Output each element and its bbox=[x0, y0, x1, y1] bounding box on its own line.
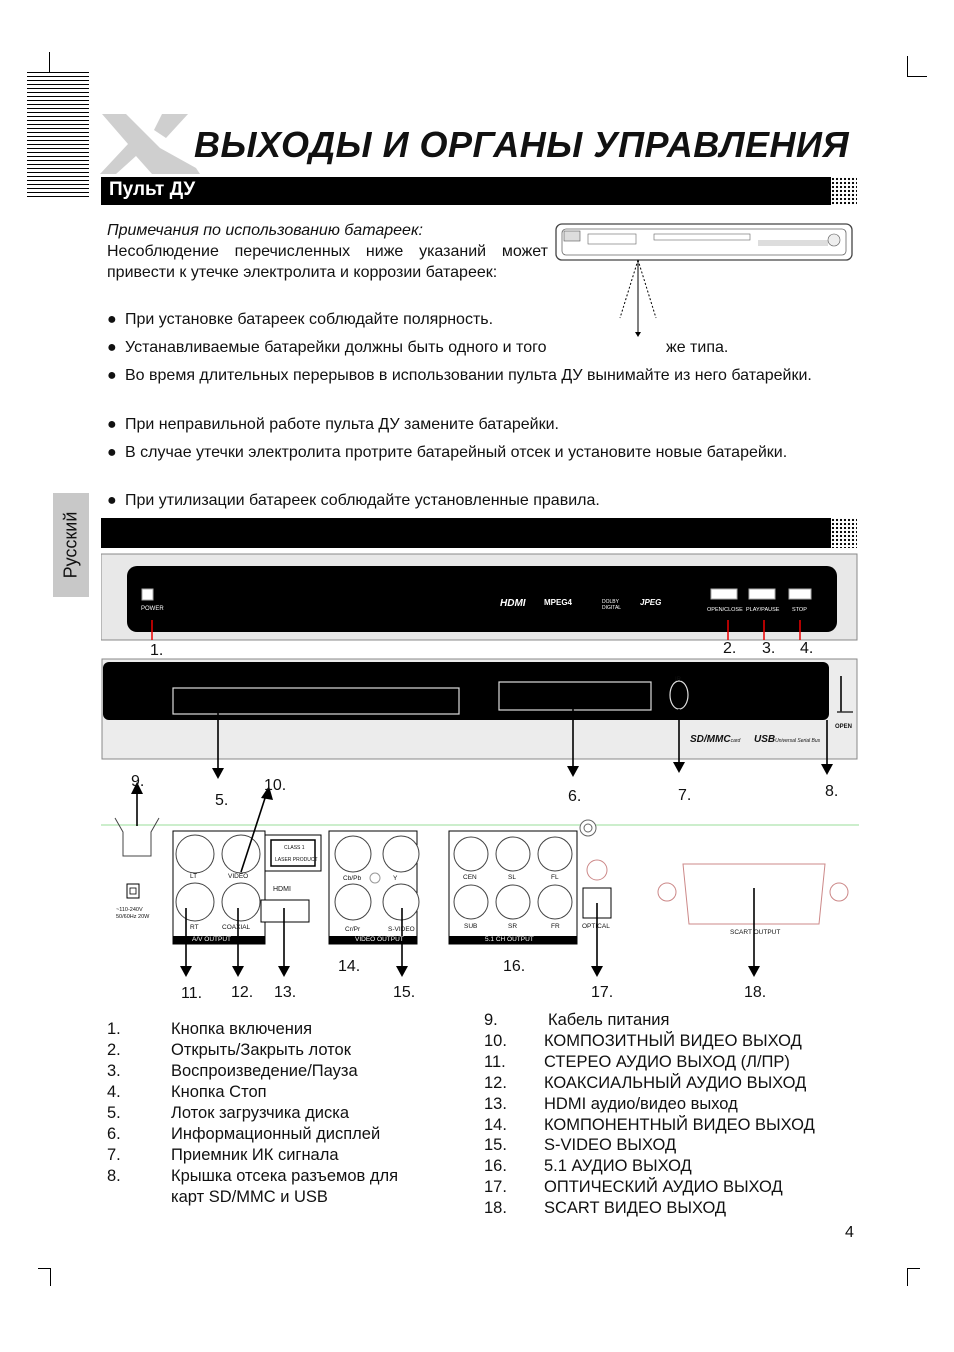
player-front-detail bbox=[101, 658, 859, 780]
legend-item-text: Крышка отсека разъемов для bbox=[171, 1167, 399, 1185]
callout-number: 17. bbox=[591, 984, 614, 1001]
legend-item: 4. bbox=[107, 1083, 121, 1101]
legend-item-text: Лоток загрузчика диска bbox=[171, 1104, 350, 1122]
legend-item-number: 15. bbox=[484, 1136, 507, 1154]
legend-item-text: Воспроизведение/Пауза bbox=[171, 1062, 358, 1080]
dot-pattern bbox=[831, 177, 857, 205]
ch51-output-label: 5.1 CH OUTPUT bbox=[485, 936, 534, 943]
legend-item-text: Информационный дисплей bbox=[171, 1125, 381, 1143]
legend-item: 2. bbox=[107, 1041, 121, 1059]
power-spec-voltage: ~110-240V bbox=[116, 907, 143, 913]
scart-output-label: SCART OUTPUT bbox=[730, 929, 781, 936]
power-label: POWER bbox=[141, 606, 164, 612]
legend-item-text: Приемник ИК сигнала bbox=[171, 1146, 339, 1164]
legend-item: 1. bbox=[107, 1020, 121, 1038]
decorative-stripes bbox=[27, 72, 89, 200]
section-bar-remote bbox=[101, 177, 831, 205]
fr-label: FR bbox=[551, 923, 560, 930]
legend-item-text: Кабель питания bbox=[548, 1011, 670, 1029]
video-output-label: VIDEO OUTPUT bbox=[355, 936, 404, 943]
crop-mark bbox=[907, 76, 927, 77]
cr-pr-label: Cr/Pr bbox=[345, 926, 361, 933]
class1-label: CLASS 1 bbox=[284, 845, 305, 851]
optical-label: OPTICAL bbox=[582, 923, 610, 930]
power-spec-frequency: 50/60Hz 20W bbox=[116, 914, 150, 920]
legend-item-number: 16. bbox=[484, 1157, 507, 1175]
battery-intro: Несоблюдение перечисленных ниже указаний может привести к утечке электролита и коррозии батареек: bbox=[107, 243, 548, 281]
legend-item-text: КОМПОЗИТНЫЙ ВИДЕО ВЫХОД bbox=[544, 1032, 802, 1050]
legend-item-continuation: карт SD/MMC и USB bbox=[171, 1188, 328, 1206]
legend-item: 7. bbox=[107, 1146, 121, 1164]
legend-item: 6. bbox=[107, 1125, 121, 1143]
bullet-continuation: же типа. bbox=[666, 339, 729, 356]
callout-number: 9. bbox=[131, 773, 145, 790]
callout-number: 14. bbox=[338, 958, 361, 975]
sub-label: SUB bbox=[464, 923, 478, 930]
legend-item: 8. bbox=[107, 1167, 121, 1185]
callout-number: 13. bbox=[274, 984, 297, 1001]
callout-number: 12. bbox=[231, 984, 254, 1001]
legend-item-number: 17. bbox=[484, 1178, 507, 1196]
legend-item-number: 14. bbox=[484, 1116, 507, 1134]
callout-number: 5. bbox=[215, 792, 229, 809]
video-label: VIDEO bbox=[228, 873, 249, 880]
crop-mark bbox=[50, 1268, 51, 1286]
crop-mark bbox=[907, 1268, 908, 1286]
section-title-remote: Пульт ДУ bbox=[109, 179, 196, 200]
s-video-label: S-VIDEO bbox=[388, 926, 415, 933]
legend-item-number: 13. bbox=[484, 1095, 507, 1113]
legend-item-text: Открыть/Закрыть лоток bbox=[171, 1041, 351, 1059]
language-tab bbox=[53, 493, 89, 597]
usb-label: USBUniversal Serial Bus bbox=[754, 734, 821, 745]
callout-number: 15. bbox=[393, 984, 416, 1001]
legend-item-text: 5.1 АУДИО ВЫХОД bbox=[544, 1157, 692, 1175]
hdmi-logo: HDMI bbox=[500, 598, 526, 609]
lt-label: LT bbox=[190, 873, 198, 880]
battery-heading: Примечания по использованию батареек: bbox=[107, 222, 423, 239]
callout-number: 11. bbox=[181, 985, 203, 1002]
sd-mmc-label: SD/MMCcard bbox=[690, 734, 741, 745]
legend-item-text: HDMI аудио/видео выход bbox=[544, 1095, 738, 1113]
open-label: OPEN bbox=[835, 724, 853, 730]
dolby-logo: DOLBY DIGITAL bbox=[602, 599, 622, 611]
legend-item: 5. bbox=[107, 1104, 121, 1122]
callout-number: 16. bbox=[503, 958, 526, 975]
callout-number: 3. bbox=[762, 640, 776, 657]
y-label: Y bbox=[393, 875, 398, 882]
callout-number: 1. bbox=[150, 642, 164, 659]
stop-label: STOP bbox=[792, 607, 807, 613]
callout-number: 7. bbox=[678, 787, 692, 804]
legend-item: 3. bbox=[107, 1062, 121, 1080]
legend-item-text: КОМПОНЕНТНЫЙ ВИДЕО ВЫХОД bbox=[544, 1116, 815, 1134]
legend-item-text: S-VIDEO ВЫХОД bbox=[544, 1136, 677, 1154]
cen-label: CEN bbox=[463, 874, 477, 881]
legend-item-text: ОПТИЧЕСКИЙ АУДИО ВЫХОД bbox=[544, 1178, 783, 1196]
legend-item-number: 18. bbox=[484, 1199, 507, 1217]
callout-number: 2. bbox=[723, 640, 737, 657]
crop-mark bbox=[907, 1268, 920, 1269]
legend-item-number: 12. bbox=[484, 1074, 507, 1092]
coaxial-label: COAXIAL bbox=[222, 924, 251, 931]
player-front-panel bbox=[101, 552, 859, 648]
legend-item-text: КОАКСИАЛЬНЫЙ АУДИО ВЫХОД bbox=[544, 1074, 807, 1092]
play-pause-label: PLAY/PAUSE bbox=[746, 607, 780, 613]
callout-number: 6. bbox=[568, 788, 582, 805]
callout-number: 4. bbox=[800, 640, 814, 657]
fl-label: FL bbox=[551, 874, 559, 881]
brand-x-logo bbox=[96, 108, 206, 180]
legend-item-text: СТЕРЕО АУДИО ВЫХОД (Л/ПР) bbox=[544, 1053, 790, 1071]
legend-item-text: Кнопка Стоп bbox=[171, 1083, 267, 1101]
jpeg-logo: JPEG bbox=[640, 598, 662, 607]
open-close-label: OPEN/CLOSE bbox=[707, 607, 743, 613]
cb-pb-label: Cb/Pb bbox=[343, 875, 362, 882]
legend-item-text: SCART ВИДЕО ВЫХОД bbox=[544, 1199, 727, 1217]
language-tab-label: Русский bbox=[60, 511, 81, 579]
crop-mark bbox=[907, 56, 908, 76]
callout-number: 18. bbox=[744, 984, 767, 1001]
callout-number: 8. bbox=[825, 783, 839, 800]
hdmi-port-label: HDMI bbox=[273, 886, 291, 893]
page-number: 4 bbox=[845, 1224, 854, 1241]
av-output-label: A/V OUTPUT bbox=[192, 936, 232, 943]
sl-label: SL bbox=[508, 874, 516, 881]
dot-pattern bbox=[831, 518, 857, 548]
page-title: ВЫХОДЫ И ОРГАНЫ УПРАВЛЕНИЯ bbox=[194, 124, 850, 165]
sr-label: SR bbox=[508, 923, 518, 930]
legend-item-number: 11. bbox=[484, 1053, 506, 1071]
ir-label: IR bbox=[675, 677, 681, 683]
legend-item-number: 10. bbox=[484, 1032, 507, 1050]
rt-label: RT bbox=[190, 924, 199, 931]
legend-item-text: Кнопка включения bbox=[171, 1020, 313, 1038]
section-bar-controls bbox=[101, 518, 831, 548]
laser-product-label: LASER PRODUCT bbox=[275, 857, 318, 863]
callout-number: 10. bbox=[264, 777, 287, 794]
mpeg4-logo: MPEG4 bbox=[544, 598, 573, 607]
legend-item-number: 9. bbox=[484, 1011, 498, 1029]
